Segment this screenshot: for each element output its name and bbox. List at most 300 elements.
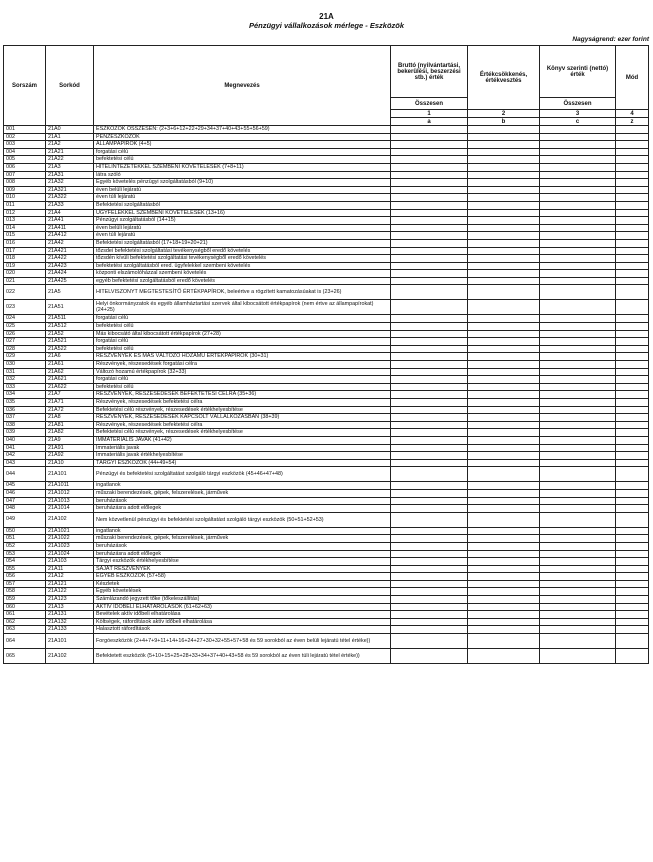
value-konyv-cell[interactable] bbox=[540, 186, 616, 194]
value-ertekcsokkenes-cell[interactable] bbox=[468, 201, 540, 209]
value-brutto-cell[interactable] bbox=[391, 489, 468, 497]
value-brutto-cell[interactable] bbox=[391, 270, 468, 278]
row-number: 016 bbox=[4, 239, 46, 247]
value-konyv-cell[interactable] bbox=[540, 368, 616, 376]
value-mod-cell[interactable] bbox=[616, 573, 649, 581]
value-ertekcsokkenes-cell[interactable] bbox=[468, 399, 540, 407]
value-konyv-cell[interactable] bbox=[540, 323, 616, 331]
value-ertekcsokkenes-cell[interactable] bbox=[468, 391, 540, 399]
value-mod-cell[interactable] bbox=[616, 255, 649, 263]
table-row bbox=[4, 618, 649, 626]
value-konyv-cell[interactable] bbox=[540, 141, 616, 149]
value-konyv-cell[interactable] bbox=[540, 603, 616, 611]
value-brutto-cell[interactable] bbox=[391, 429, 468, 437]
value-mod-cell[interactable] bbox=[616, 542, 649, 550]
value-konyv-cell[interactable] bbox=[540, 345, 616, 353]
value-mod-cell[interactable] bbox=[616, 338, 649, 346]
value-mod-cell[interactable] bbox=[616, 626, 649, 634]
value-mod-cell[interactable] bbox=[616, 421, 649, 429]
value-konyv-cell[interactable] bbox=[540, 542, 616, 550]
value-brutto-cell[interactable] bbox=[391, 315, 468, 323]
value-mod-cell[interactable] bbox=[616, 126, 649, 134]
value-ertekcsokkenes-cell[interactable] bbox=[468, 565, 540, 573]
value-brutto-cell[interactable] bbox=[391, 232, 468, 240]
value-mod-cell[interactable] bbox=[616, 156, 649, 164]
value-mod-cell[interactable] bbox=[616, 383, 649, 391]
value-mod-cell[interactable] bbox=[616, 277, 649, 285]
value-brutto-cell[interactable] bbox=[391, 421, 468, 429]
value-mod-cell[interactable] bbox=[616, 512, 649, 527]
value-brutto-cell[interactable] bbox=[391, 580, 468, 588]
value-mod-cell[interactable] bbox=[616, 186, 649, 194]
value-konyv-cell[interactable] bbox=[540, 588, 616, 596]
value-ertekcsokkenes-cell[interactable] bbox=[468, 634, 540, 649]
value-ertekcsokkenes-cell[interactable] bbox=[468, 141, 540, 149]
value-brutto-cell[interactable] bbox=[391, 512, 468, 527]
value-brutto-cell[interactable] bbox=[391, 330, 468, 338]
value-konyv-cell[interactable] bbox=[540, 429, 616, 437]
value-brutto-cell[interactable] bbox=[391, 467, 468, 482]
value-mod-cell[interactable] bbox=[616, 133, 649, 141]
value-brutto-cell[interactable] bbox=[391, 338, 468, 346]
value-ertekcsokkenes-cell[interactable] bbox=[468, 535, 540, 543]
value-ertekcsokkenes-cell[interactable] bbox=[468, 618, 540, 626]
value-ertekcsokkenes-cell[interactable] bbox=[468, 323, 540, 331]
value-konyv-cell[interactable] bbox=[540, 156, 616, 164]
value-ertekcsokkenes-cell[interactable] bbox=[468, 626, 540, 634]
row-code: 21A8 bbox=[46, 414, 94, 422]
report-title: Pénzügyi vállalkozások mérlege - Eszközök bbox=[248, 21, 405, 30]
value-brutto-cell[interactable] bbox=[391, 201, 468, 209]
value-mod-cell[interactable] bbox=[616, 148, 649, 156]
value-mod-cell[interactable] bbox=[616, 406, 649, 414]
value-brutto-cell[interactable] bbox=[391, 179, 468, 187]
value-konyv-cell[interactable] bbox=[540, 512, 616, 527]
header-osszesen-1: Összesen bbox=[391, 98, 468, 110]
row-number: 002 bbox=[4, 133, 46, 141]
value-mod-cell[interactable] bbox=[616, 330, 649, 338]
value-mod-cell[interactable] bbox=[616, 217, 649, 225]
value-mod-cell[interactable] bbox=[616, 429, 649, 437]
value-ertekcsokkenes-cell[interactable] bbox=[468, 649, 540, 664]
value-ertekcsokkenes-cell[interactable] bbox=[468, 255, 540, 263]
value-ertekcsokkenes-cell[interactable] bbox=[468, 542, 540, 550]
value-brutto-cell[interactable] bbox=[391, 634, 468, 649]
value-konyv-cell[interactable] bbox=[540, 505, 616, 513]
value-ertekcsokkenes-cell[interactable] bbox=[468, 414, 540, 422]
value-konyv-cell[interactable] bbox=[540, 573, 616, 581]
value-konyv-cell[interactable] bbox=[540, 300, 616, 315]
value-brutto-cell[interactable] bbox=[391, 535, 468, 543]
value-brutto-cell[interactable] bbox=[391, 558, 468, 566]
value-mod-cell[interactable] bbox=[616, 459, 649, 467]
value-brutto-cell[interactable] bbox=[391, 542, 468, 550]
value-ertekcsokkenes-cell[interactable] bbox=[468, 345, 540, 353]
value-ertekcsokkenes-cell[interactable] bbox=[468, 489, 540, 497]
value-mod-cell[interactable] bbox=[616, 603, 649, 611]
value-ertekcsokkenes-cell[interactable] bbox=[468, 179, 540, 187]
value-ertekcsokkenes-cell[interactable] bbox=[468, 163, 540, 171]
value-brutto-cell[interactable] bbox=[391, 505, 468, 513]
value-mod-cell[interactable] bbox=[616, 497, 649, 505]
value-mod-cell[interactable] bbox=[616, 323, 649, 331]
row-number: 052 bbox=[4, 542, 46, 550]
value-ertekcsokkenes-cell[interactable] bbox=[468, 459, 540, 467]
value-brutto-cell[interactable] bbox=[391, 497, 468, 505]
value-mod-cell[interactable] bbox=[616, 201, 649, 209]
value-mod-cell[interactable] bbox=[616, 179, 649, 187]
row-number: 029 bbox=[4, 353, 46, 361]
value-brutto-cell[interactable] bbox=[391, 383, 468, 391]
value-konyv-cell[interactable] bbox=[540, 550, 616, 558]
value-ertekcsokkenes-cell[interactable] bbox=[468, 270, 540, 278]
value-brutto-cell[interactable] bbox=[391, 391, 468, 399]
value-brutto-cell[interactable] bbox=[391, 482, 468, 490]
value-ertekcsokkenes-cell[interactable] bbox=[468, 224, 540, 232]
value-brutto-cell[interactable] bbox=[391, 588, 468, 596]
value-mod-cell[interactable] bbox=[616, 580, 649, 588]
value-ertekcsokkenes-cell[interactable] bbox=[468, 368, 540, 376]
value-konyv-cell[interactable] bbox=[540, 277, 616, 285]
value-ertekcsokkenes-cell[interactable] bbox=[468, 497, 540, 505]
row-code: 21A21 bbox=[46, 148, 94, 156]
value-ertekcsokkenes-cell[interactable] bbox=[468, 353, 540, 361]
value-brutto-cell[interactable] bbox=[391, 186, 468, 194]
value-mod-cell[interactable] bbox=[616, 535, 649, 543]
value-ertekcsokkenes-cell[interactable] bbox=[468, 588, 540, 596]
value-brutto-cell[interactable] bbox=[391, 126, 468, 134]
row-number: 042 bbox=[4, 452, 46, 460]
row-code: 21A511 bbox=[46, 315, 94, 323]
value-mod-cell[interactable] bbox=[616, 353, 649, 361]
value-mod-cell[interactable] bbox=[616, 399, 649, 407]
value-ertekcsokkenes-cell[interactable] bbox=[468, 421, 540, 429]
value-ertekcsokkenes-cell[interactable] bbox=[468, 406, 540, 414]
value-ertekcsokkenes-cell[interactable] bbox=[468, 217, 540, 225]
value-ertekcsokkenes-cell[interactable] bbox=[468, 580, 540, 588]
value-brutto-cell[interactable] bbox=[391, 239, 468, 247]
value-konyv-cell[interactable] bbox=[540, 353, 616, 361]
value-brutto-cell[interactable] bbox=[391, 133, 468, 141]
value-mod-cell[interactable] bbox=[616, 618, 649, 626]
value-ertekcsokkenes-cell[interactable] bbox=[468, 444, 540, 452]
value-konyv-cell[interactable] bbox=[540, 315, 616, 323]
value-mod-cell[interactable] bbox=[616, 452, 649, 460]
value-brutto-cell[interactable] bbox=[391, 596, 468, 604]
value-brutto-cell[interactable] bbox=[391, 224, 468, 232]
value-brutto-cell[interactable] bbox=[391, 376, 468, 384]
value-konyv-cell[interactable] bbox=[540, 611, 616, 619]
value-brutto-cell[interactable] bbox=[391, 345, 468, 353]
value-mod-cell[interactable] bbox=[616, 361, 649, 369]
value-mod-cell[interactable] bbox=[616, 285, 649, 300]
value-mod-cell[interactable] bbox=[616, 247, 649, 255]
value-ertekcsokkenes-cell[interactable] bbox=[468, 611, 540, 619]
value-ertekcsokkenes-cell[interactable] bbox=[468, 330, 540, 338]
value-brutto-cell[interactable] bbox=[391, 194, 468, 202]
table-row bbox=[4, 224, 649, 232]
row-label: Forgóeszközök (2+4+7+9+11+14+16+24+27+30+32+55+57+58 és 59 sorokból az éven belüli lejáratú tétel értéke)) bbox=[94, 634, 391, 649]
value-ertekcsokkenes-cell[interactable] bbox=[468, 527, 540, 535]
value-konyv-cell[interactable] bbox=[540, 452, 616, 460]
row-number: 063 bbox=[4, 626, 46, 634]
value-mod-cell[interactable] bbox=[616, 209, 649, 217]
row-label: egyéb befektetési szolgáltatásból eredő követelés bbox=[94, 277, 391, 285]
value-konyv-cell[interactable] bbox=[540, 239, 616, 247]
value-ertekcsokkenes-cell[interactable] bbox=[468, 300, 540, 315]
row-code: 21A1024 bbox=[46, 550, 94, 558]
row-code: 21A101 bbox=[46, 634, 94, 649]
row-number: 046 bbox=[4, 489, 46, 497]
value-mod-cell[interactable] bbox=[616, 565, 649, 573]
row-label: Pénzügyi szolgáltatásból (14+15) bbox=[94, 217, 391, 225]
value-ertekcsokkenes-cell[interactable] bbox=[468, 247, 540, 255]
value-mod-cell[interactable] bbox=[616, 482, 649, 490]
value-konyv-cell[interactable] bbox=[540, 444, 616, 452]
value-konyv-cell[interactable] bbox=[540, 467, 616, 482]
value-brutto-cell[interactable] bbox=[391, 550, 468, 558]
value-mod-cell[interactable] bbox=[616, 262, 649, 270]
value-mod-cell[interactable] bbox=[616, 270, 649, 278]
value-mod-cell[interactable] bbox=[616, 194, 649, 202]
row-label: tőzsdei befektetési szolgáltatási tevékenységből eredő követelés bbox=[94, 247, 391, 255]
value-konyv-cell[interactable] bbox=[540, 414, 616, 422]
value-konyv-cell[interactable] bbox=[540, 459, 616, 467]
value-konyv-cell[interactable] bbox=[540, 497, 616, 505]
value-konyv-cell[interactable] bbox=[540, 596, 616, 604]
table-row bbox=[4, 383, 649, 391]
value-konyv-cell[interactable] bbox=[540, 626, 616, 634]
value-mod-cell[interactable] bbox=[616, 527, 649, 535]
value-konyv-cell[interactable] bbox=[540, 126, 616, 134]
value-mod-cell[interactable] bbox=[616, 634, 649, 649]
value-brutto-cell[interactable] bbox=[391, 452, 468, 460]
value-brutto-cell[interactable] bbox=[391, 618, 468, 626]
row-label: ingatlanok bbox=[94, 527, 391, 535]
value-konyv-cell[interactable] bbox=[540, 436, 616, 444]
row-number: 048 bbox=[4, 505, 46, 513]
value-ertekcsokkenes-cell[interactable] bbox=[468, 232, 540, 240]
value-mod-cell[interactable] bbox=[616, 596, 649, 604]
value-konyv-cell[interactable] bbox=[540, 247, 616, 255]
value-konyv-cell[interactable] bbox=[540, 482, 616, 490]
value-ertekcsokkenes-cell[interactable] bbox=[468, 596, 540, 604]
row-label: EGYÉB ESZKÖZÖK (57+58) bbox=[94, 573, 391, 581]
value-ertekcsokkenes-cell[interactable] bbox=[468, 315, 540, 323]
value-brutto-cell[interactable] bbox=[391, 573, 468, 581]
value-brutto-cell[interactable] bbox=[391, 148, 468, 156]
value-konyv-cell[interactable] bbox=[540, 201, 616, 209]
value-konyv-cell[interactable] bbox=[540, 558, 616, 566]
value-mod-cell[interactable] bbox=[616, 368, 649, 376]
value-mod-cell[interactable] bbox=[616, 300, 649, 315]
value-konyv-cell[interactable] bbox=[540, 262, 616, 270]
value-mod-cell[interactable] bbox=[616, 414, 649, 422]
table-row bbox=[4, 565, 649, 573]
value-mod-cell[interactable] bbox=[616, 141, 649, 149]
value-mod-cell[interactable] bbox=[616, 489, 649, 497]
value-ertekcsokkenes-cell[interactable] bbox=[468, 603, 540, 611]
value-ertekcsokkenes-cell[interactable] bbox=[468, 239, 540, 247]
value-mod-cell[interactable] bbox=[616, 232, 649, 240]
value-brutto-cell[interactable] bbox=[391, 444, 468, 452]
value-konyv-cell[interactable] bbox=[540, 179, 616, 187]
value-ertekcsokkenes-cell[interactable] bbox=[468, 126, 540, 134]
value-ertekcsokkenes-cell[interactable] bbox=[468, 194, 540, 202]
row-number: 043 bbox=[4, 459, 46, 467]
value-brutto-cell[interactable] bbox=[391, 217, 468, 225]
value-konyv-cell[interactable] bbox=[540, 406, 616, 414]
value-brutto-cell[interactable] bbox=[391, 285, 468, 300]
value-ertekcsokkenes-cell[interactable] bbox=[468, 285, 540, 300]
value-ertekcsokkenes-cell[interactable] bbox=[468, 558, 540, 566]
col-letter-c: c bbox=[540, 118, 616, 126]
value-brutto-cell[interactable] bbox=[391, 163, 468, 171]
value-konyv-cell[interactable] bbox=[540, 163, 616, 171]
value-brutto-cell[interactable] bbox=[391, 436, 468, 444]
row-label: forgatási célú bbox=[94, 315, 391, 323]
value-mod-cell[interactable] bbox=[616, 611, 649, 619]
value-brutto-cell[interactable] bbox=[391, 323, 468, 331]
value-ertekcsokkenes-cell[interactable] bbox=[468, 376, 540, 384]
value-konyv-cell[interactable] bbox=[540, 330, 616, 338]
row-code: 21A9 bbox=[46, 436, 94, 444]
value-konyv-cell[interactable] bbox=[540, 171, 616, 179]
value-brutto-cell[interactable] bbox=[391, 262, 468, 270]
value-mod-cell[interactable] bbox=[616, 444, 649, 452]
value-brutto-cell[interactable] bbox=[391, 626, 468, 634]
value-ertekcsokkenes-cell[interactable] bbox=[468, 209, 540, 217]
value-konyv-cell[interactable] bbox=[540, 338, 616, 346]
row-code: 21A33 bbox=[46, 201, 94, 209]
value-ertekcsokkenes-cell[interactable] bbox=[468, 429, 540, 437]
value-konyv-cell[interactable] bbox=[540, 421, 616, 429]
value-konyv-cell[interactable] bbox=[540, 489, 616, 497]
value-konyv-cell[interactable] bbox=[540, 618, 616, 626]
value-ertekcsokkenes-cell[interactable] bbox=[468, 573, 540, 581]
value-konyv-cell[interactable] bbox=[540, 255, 616, 263]
value-brutto-cell[interactable] bbox=[391, 565, 468, 573]
value-konyv-cell[interactable] bbox=[540, 224, 616, 232]
value-konyv-cell[interactable] bbox=[540, 580, 616, 588]
value-brutto-cell[interactable] bbox=[391, 353, 468, 361]
value-mod-cell[interactable] bbox=[616, 391, 649, 399]
value-mod-cell[interactable] bbox=[616, 588, 649, 596]
value-brutto-cell[interactable] bbox=[391, 209, 468, 217]
value-ertekcsokkenes-cell[interactable] bbox=[468, 383, 540, 391]
value-konyv-cell[interactable] bbox=[540, 217, 616, 225]
row-number: 035 bbox=[4, 399, 46, 407]
value-mod-cell[interactable] bbox=[616, 467, 649, 482]
value-konyv-cell[interactable] bbox=[540, 148, 616, 156]
value-ertekcsokkenes-cell[interactable] bbox=[468, 133, 540, 141]
value-mod-cell[interactable] bbox=[616, 436, 649, 444]
value-mod-cell[interactable] bbox=[616, 345, 649, 353]
value-brutto-cell[interactable] bbox=[391, 399, 468, 407]
value-konyv-cell[interactable] bbox=[540, 649, 616, 664]
value-brutto-cell[interactable] bbox=[391, 414, 468, 422]
value-ertekcsokkenes-cell[interactable] bbox=[468, 482, 540, 490]
value-ertekcsokkenes-cell[interactable] bbox=[468, 436, 540, 444]
row-number: 064 bbox=[4, 634, 46, 649]
value-brutto-cell[interactable] bbox=[391, 368, 468, 376]
value-ertekcsokkenes-cell[interactable] bbox=[468, 512, 540, 527]
value-konyv-cell[interactable] bbox=[540, 383, 616, 391]
value-konyv-cell[interactable] bbox=[540, 376, 616, 384]
value-mod-cell[interactable] bbox=[616, 315, 649, 323]
value-brutto-cell[interactable] bbox=[391, 255, 468, 263]
row-code: 21A321 bbox=[46, 186, 94, 194]
value-brutto-cell[interactable] bbox=[391, 406, 468, 414]
value-konyv-cell[interactable] bbox=[540, 285, 616, 300]
value-brutto-cell[interactable] bbox=[391, 300, 468, 315]
value-konyv-cell[interactable] bbox=[540, 399, 616, 407]
value-brutto-cell[interactable] bbox=[391, 361, 468, 369]
value-konyv-cell[interactable] bbox=[540, 133, 616, 141]
value-brutto-cell[interactable] bbox=[391, 141, 468, 149]
value-brutto-cell[interactable] bbox=[391, 649, 468, 664]
value-konyv-cell[interactable] bbox=[540, 194, 616, 202]
value-mod-cell[interactable] bbox=[616, 239, 649, 247]
value-brutto-cell[interactable] bbox=[391, 603, 468, 611]
value-mod-cell[interactable] bbox=[616, 505, 649, 513]
value-mod-cell[interactable] bbox=[616, 171, 649, 179]
value-ertekcsokkenes-cell[interactable] bbox=[468, 338, 540, 346]
row-label: Készletek bbox=[94, 580, 391, 588]
value-mod-cell[interactable] bbox=[616, 376, 649, 384]
value-brutto-cell[interactable] bbox=[391, 171, 468, 179]
table-row bbox=[4, 179, 649, 187]
row-code: 21A411 bbox=[46, 224, 94, 232]
value-konyv-cell[interactable] bbox=[540, 209, 616, 217]
value-ertekcsokkenes-cell[interactable] bbox=[468, 171, 540, 179]
table-row bbox=[4, 436, 649, 444]
value-ertekcsokkenes-cell[interactable] bbox=[468, 361, 540, 369]
value-mod-cell[interactable] bbox=[616, 649, 649, 664]
value-brutto-cell[interactable] bbox=[391, 277, 468, 285]
value-mod-cell[interactable] bbox=[616, 550, 649, 558]
value-konyv-cell[interactable] bbox=[540, 535, 616, 543]
value-konyv-cell[interactable] bbox=[540, 634, 616, 649]
value-ertekcsokkenes-cell[interactable] bbox=[468, 186, 540, 194]
row-code: 21A11 bbox=[46, 565, 94, 573]
value-ertekcsokkenes-cell[interactable] bbox=[468, 277, 540, 285]
value-mod-cell[interactable] bbox=[616, 224, 649, 232]
value-konyv-cell[interactable] bbox=[540, 527, 616, 535]
value-ertekcsokkenes-cell[interactable] bbox=[468, 452, 540, 460]
value-ertekcsokkenes-cell[interactable] bbox=[468, 505, 540, 513]
value-ertekcsokkenes-cell[interactable] bbox=[468, 550, 540, 558]
value-ertekcsokkenes-cell[interactable] bbox=[468, 148, 540, 156]
value-brutto-cell[interactable] bbox=[391, 611, 468, 619]
value-ertekcsokkenes-cell[interactable] bbox=[468, 467, 540, 482]
value-konyv-cell[interactable] bbox=[540, 565, 616, 573]
value-mod-cell[interactable] bbox=[616, 163, 649, 171]
value-brutto-cell[interactable] bbox=[391, 247, 468, 255]
value-konyv-cell[interactable] bbox=[540, 361, 616, 369]
value-ertekcsokkenes-cell[interactable] bbox=[468, 156, 540, 164]
row-label: befektetési célú bbox=[94, 156, 391, 164]
value-brutto-cell[interactable] bbox=[391, 156, 468, 164]
value-konyv-cell[interactable] bbox=[540, 232, 616, 240]
value-konyv-cell[interactable] bbox=[540, 270, 616, 278]
value-ertekcsokkenes-cell[interactable] bbox=[468, 262, 540, 270]
value-brutto-cell[interactable] bbox=[391, 527, 468, 535]
value-konyv-cell[interactable] bbox=[540, 391, 616, 399]
row-number: 020 bbox=[4, 270, 46, 278]
value-mod-cell[interactable] bbox=[616, 558, 649, 566]
value-brutto-cell[interactable] bbox=[391, 459, 468, 467]
